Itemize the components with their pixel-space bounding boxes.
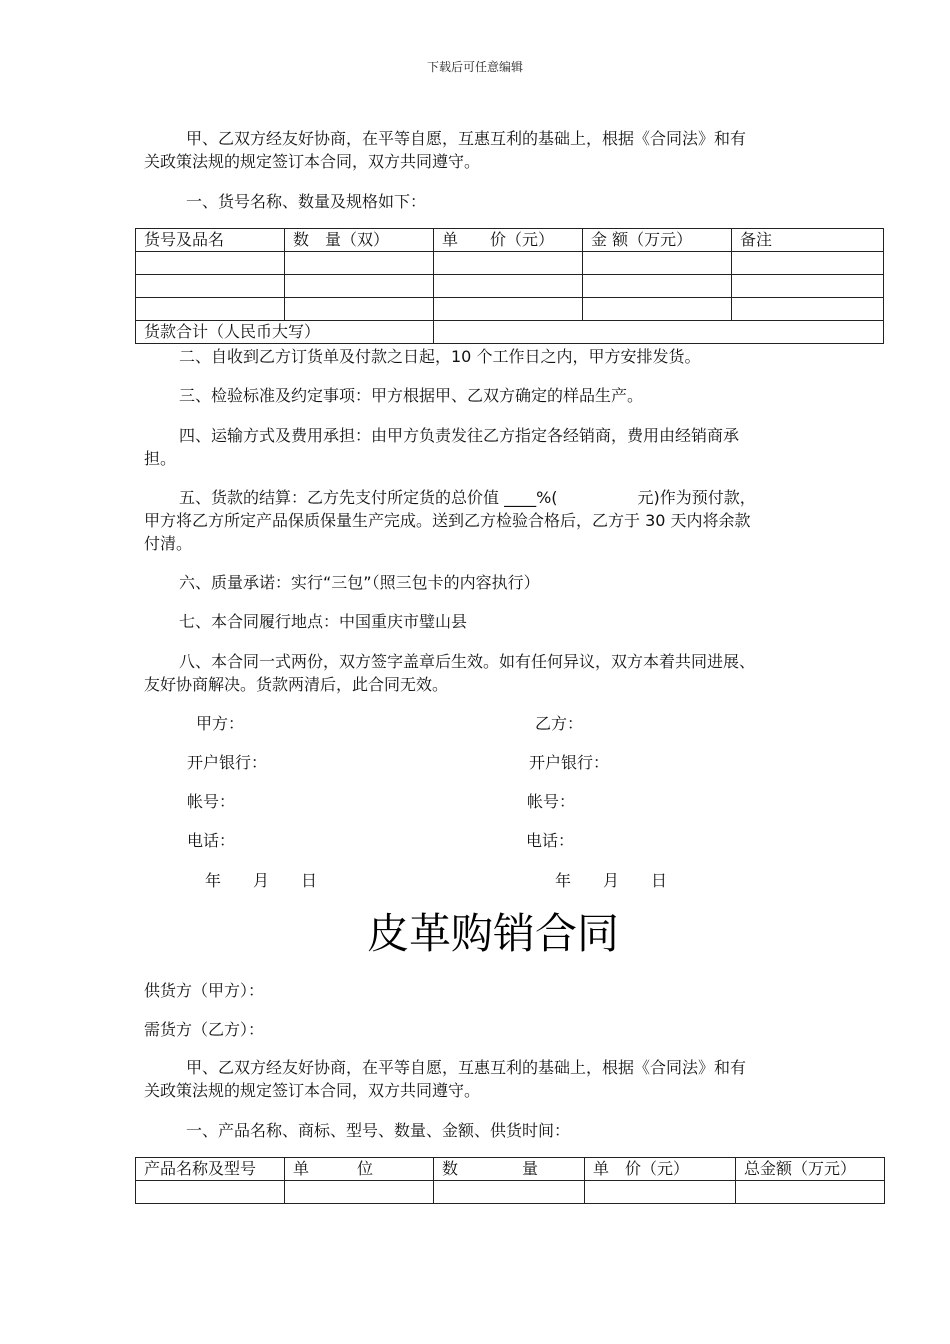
intro-paragraph-line-2: 关政策法规的规定签订本合同，双方共同遵守。 (144, 152, 481, 171)
party-b-bank: 开户银行： (529, 753, 610, 772)
table-cell[interactable] (285, 298, 434, 321)
header-cell-unit-price: 单 价（元） (585, 1158, 736, 1181)
intro-paragraph-2-line-2: 关政策法规的规定签订本合同，双方共同遵守。 (144, 1081, 481, 1100)
header-cell-total-amount: 总金额（万元） (736, 1158, 885, 1181)
product-section-heading: 一、产品名称、商标、型号、数量、金额、供货时间： (186, 1121, 571, 1140)
section-5-line-2: 甲方将乙方所定产品保质保量生产完成。送到乙方检验合格后，乙方于 30 天内将余款 (144, 511, 751, 530)
supplier-label: 供货方（甲方）： (144, 981, 265, 1000)
table-row (136, 275, 884, 298)
table-cell[interactable] (285, 275, 434, 298)
table-cell[interactable] (136, 252, 285, 275)
header-cell-item: 货号及品名 (136, 229, 285, 252)
section-4-line-2: 担。 (144, 449, 177, 468)
section-8-line-2: 友好协商解决。货款两清后，此合同无效。 (144, 675, 449, 694)
table-total-row (136, 321, 884, 344)
party-b-account: 帐号： (527, 792, 576, 811)
table-cell[interactable] (136, 298, 285, 321)
party-b-phone: 电话： (526, 831, 575, 850)
page-header: 下载后可任意编辑 (426, 60, 523, 74)
header-cell-product: 产品名称及型号 (136, 1158, 285, 1181)
table-cell[interactable] (583, 298, 732, 321)
table-row (136, 1181, 885, 1204)
header-cell-unit-price: 单 价（元） (434, 229, 583, 252)
table-cell[interactable] (732, 275, 884, 298)
table-cell[interactable] (434, 252, 583, 275)
table-header-row (136, 1158, 885, 1181)
table-cell[interactable] (732, 298, 884, 321)
table-cell[interactable] (285, 1181, 434, 1204)
intro-paragraph-2-line-1: 甲、乙双方经友好协商，在平等自愿，互惠互利的基础上，根据《合同法》和有 (186, 1058, 747, 1077)
table-cell[interactable] (434, 275, 583, 298)
total-label-cell: 货款合计（人民币大写） (136, 321, 434, 344)
table-cell[interactable] (434, 1181, 585, 1204)
table-header-row (136, 229, 884, 252)
total-value-cell[interactable] (434, 321, 884, 344)
table-cell[interactable] (583, 275, 732, 298)
party-b-date: 年 月 日 (555, 871, 668, 890)
product-table (135, 1157, 885, 1204)
table-cell[interactable] (285, 252, 434, 275)
section-3: 三、检验标准及约定事项：甲方根据甲、乙双方确定的样品生产。 (179, 386, 644, 405)
section-7: 七、本合同履行地点：中国重庆市璧山县 (179, 612, 468, 631)
section-6: 六、质量承诺：实行“三包”（照三包卡的内容执行） (179, 573, 540, 592)
party-a-bank: 开户银行： (187, 753, 268, 772)
table-row (136, 252, 884, 275)
section-8-line-1: 八、本合同一式两份，双方签字盖章后生效。如有任何异议，双方本着共同进展、 (179, 652, 756, 671)
buyer-label: 需货方（乙方）： (144, 1020, 265, 1039)
table-cell[interactable] (736, 1181, 885, 1204)
table-cell[interactable] (136, 275, 285, 298)
section-4-line-1: 四、运输方式及费用承担：由甲方负责发往乙方指定各经销商，费用由经销商承 (179, 426, 740, 445)
table-cell[interactable] (585, 1181, 736, 1204)
header-cell-unit: 单 位 (285, 1158, 434, 1181)
contract-title: 皮革购销合同 (366, 909, 619, 958)
section-5-line-1: 五、货款的结算：乙方先支付所定货的总价值 ____%( 元)作为预付款， (179, 488, 756, 507)
table-cell[interactable] (583, 252, 732, 275)
table-cell[interactable] (434, 298, 583, 321)
header-cell-quantity: 数 量（双） (285, 229, 434, 252)
section-2: 二、自收到乙方订货单及付款之日起，10 个工作日之内，甲方安排发货。 (179, 347, 701, 366)
party-a-account: 帐号： (187, 792, 236, 811)
party-a-phone: 电话： (187, 831, 236, 850)
header-cell-quantity: 数 量 (434, 1158, 585, 1181)
table-cell[interactable] (732, 252, 884, 275)
header-cell-amount: 金 额（万元） (583, 229, 732, 252)
party-b-name: 乙方： (535, 714, 584, 733)
party-a-date: 年 月 日 (205, 871, 318, 890)
party-a-name: 甲方： (196, 714, 245, 733)
section-1-heading: 一、货号名称、数量及规格如下： (186, 192, 427, 211)
table-row (136, 298, 884, 321)
goods-table (135, 228, 884, 344)
section-5-line-3: 付清。 (144, 534, 193, 553)
intro-paragraph-line-1: 甲、乙双方经友好协商，在平等自愿，互惠互利的基础上，根据《合同法》和有 (186, 129, 747, 148)
table-cell[interactable] (136, 1181, 285, 1204)
header-cell-remarks: 备注 (732, 229, 884, 252)
